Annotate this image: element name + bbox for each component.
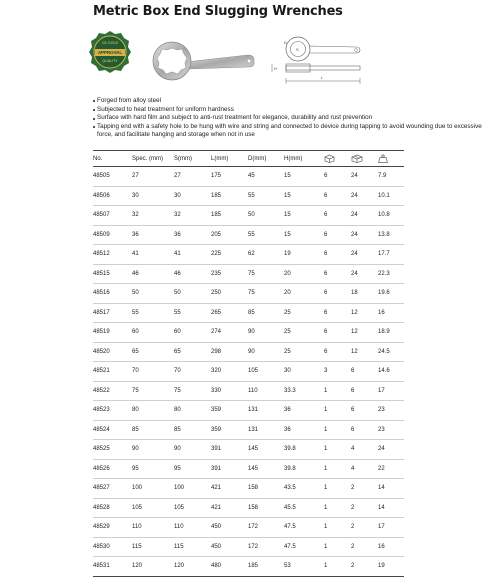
cell-weight: 17	[378, 381, 404, 401]
cell-l: 391	[211, 459, 248, 479]
badge-bottom-text: QUALITY	[102, 59, 118, 63]
cell-h: 36	[284, 401, 324, 421]
table-row	[93, 557, 404, 577]
cell-s: 85	[174, 420, 211, 440]
cell-pack: 4	[351, 459, 378, 479]
cell-weight: 16	[378, 303, 404, 323]
table-row	[93, 303, 404, 323]
table-row	[93, 381, 404, 401]
cell-box: 3	[324, 362, 351, 382]
cell-h: 20	[284, 284, 324, 304]
dim-d-label: D	[284, 40, 287, 45]
cell-weight: 16	[378, 537, 404, 557]
cell-weight: 14.6	[378, 362, 404, 382]
cell-spec: 55	[132, 303, 174, 323]
cell-s: 27	[174, 167, 211, 187]
cell-spec: 105	[132, 498, 174, 518]
page-title: Metric Box End Slugging Wrenches	[93, 4, 343, 19]
cell-d: 110	[248, 381, 284, 401]
col-header-l: L(mm)	[211, 151, 248, 167]
cell-weight: 24	[378, 440, 404, 460]
cell-spec: 41	[132, 245, 174, 265]
cell-spec: 115	[132, 537, 174, 557]
cell-d: 62	[248, 245, 284, 265]
cell-h: 25	[284, 303, 324, 323]
cell-s: 41	[174, 245, 211, 265]
spec-table-body	[93, 167, 404, 577]
cell-box: 1	[324, 440, 351, 460]
cell-weight: 22.3	[378, 264, 404, 284]
cell-spec: 60	[132, 323, 174, 343]
cell-box: 6	[324, 206, 351, 226]
cell-spec: 27	[132, 167, 174, 187]
cell-s: 110	[174, 518, 211, 538]
col-header-spec: Spec. (mm)	[132, 151, 174, 167]
cell-d: 145	[248, 459, 284, 479]
table-row	[93, 264, 404, 284]
weight-icon	[378, 154, 388, 163]
cell-weight: 24.5	[378, 342, 404, 362]
cell-weight: 10.1	[378, 186, 404, 206]
cell-d: 172	[248, 518, 284, 538]
cell-box: 1	[324, 518, 351, 538]
cell-s: 46	[174, 264, 211, 284]
cell-weight: 7.9	[378, 167, 404, 187]
table-row	[93, 362, 404, 382]
dim-l-label: L	[321, 75, 324, 80]
cell-l: 250	[211, 284, 248, 304]
cell-box: 6	[324, 284, 351, 304]
cell-d: 158	[248, 479, 284, 499]
cell-spec: 50	[132, 284, 174, 304]
cell-h: 15	[284, 206, 324, 226]
cell-weight: 19	[378, 557, 404, 577]
cell-h: 15	[284, 225, 324, 245]
cell-spec: 46	[132, 264, 174, 284]
cell-no: 48521	[93, 362, 132, 382]
cell-l: 480	[211, 557, 248, 577]
col-header-weight	[378, 151, 404, 167]
cell-pack: 24	[351, 167, 378, 187]
cell-l: 298	[211, 342, 248, 362]
cell-no: 48520	[93, 342, 132, 362]
cell-no: 48524	[93, 420, 132, 440]
cell-pack: 6	[351, 420, 378, 440]
cell-l: 421	[211, 498, 248, 518]
cell-s: 120	[174, 557, 211, 577]
table-row	[93, 245, 404, 265]
cell-no: 48507	[93, 206, 132, 226]
col-header-d: D(mm)	[248, 151, 284, 167]
cell-no: 48527	[93, 479, 132, 499]
table-header-row	[93, 151, 404, 167]
cell-l: 205	[211, 225, 248, 245]
col-header-s: S(mm)	[174, 151, 211, 167]
cell-weight: 23	[378, 420, 404, 440]
cell-no: 48526	[93, 459, 132, 479]
cell-d: 145	[248, 440, 284, 460]
table-row	[93, 342, 404, 362]
feature-list	[93, 97, 493, 140]
cell-pack: 24	[351, 206, 378, 226]
cell-box: 1	[324, 479, 351, 499]
cell-no: 48505	[93, 167, 132, 187]
cell-s: 90	[174, 440, 211, 460]
cell-h: 15	[284, 186, 324, 206]
col-header-no: No.	[93, 151, 132, 167]
cell-s: 60	[174, 323, 211, 343]
cell-l: 421	[211, 479, 248, 499]
cell-box: 6	[324, 245, 351, 265]
dim-s-label: S	[296, 47, 299, 52]
table-row	[93, 401, 404, 421]
cell-pack: 4	[351, 440, 378, 460]
dim-h-label: H	[274, 66, 277, 71]
cell-h: 15	[284, 167, 324, 187]
cell-l: 265	[211, 303, 248, 323]
cell-spec: 90	[132, 440, 174, 460]
cell-d: 45	[248, 167, 284, 187]
cell-no: 48530	[93, 537, 132, 557]
table-row	[93, 479, 404, 499]
table-row	[93, 323, 404, 343]
cell-no: 48512	[93, 245, 132, 265]
cell-no: 48517	[93, 303, 132, 323]
quality-badge-icon	[88, 30, 132, 74]
cell-weight: 13.8	[378, 225, 404, 245]
cell-box: 6	[324, 303, 351, 323]
cell-box: 1	[324, 537, 351, 557]
cell-d: 55	[248, 186, 284, 206]
cell-d: 90	[248, 342, 284, 362]
cell-no: 48506	[93, 186, 132, 206]
cell-pack: 24	[351, 245, 378, 265]
cell-s: 32	[174, 206, 211, 226]
wrench-photo-icon	[150, 36, 260, 86]
cell-box: 6	[324, 225, 351, 245]
table-row	[93, 206, 404, 226]
cell-spec: 65	[132, 342, 174, 362]
table-row	[93, 186, 404, 206]
cell-s: 36	[174, 225, 211, 245]
cell-no: 48529	[93, 518, 132, 538]
cell-l: 235	[211, 264, 248, 284]
feature-item: Subjected to heat treatment for uniform hardness	[93, 106, 493, 115]
table-row	[93, 498, 404, 518]
cell-weight: 18.9	[378, 323, 404, 343]
feature-item: Surface with hard film and subject to anti-rust treatment for elegance, durability and rust prevention	[93, 114, 493, 123]
cell-pack: 2	[351, 498, 378, 518]
cell-spec: 30	[132, 186, 174, 206]
cell-d: 75	[248, 284, 284, 304]
cell-d: 185	[248, 557, 284, 577]
cell-l: 185	[211, 206, 248, 226]
cell-weight: 14	[378, 479, 404, 499]
cell-s: 80	[174, 401, 211, 421]
badge-top-text: CE.GOLD	[101, 41, 119, 45]
cell-pack: 2	[351, 479, 378, 499]
table-row	[93, 225, 404, 245]
cell-h: 47.5	[284, 537, 324, 557]
cell-s: 95	[174, 459, 211, 479]
cell-no: 48519	[93, 323, 132, 343]
cell-box: 1	[324, 498, 351, 518]
cell-h: 43.5	[284, 479, 324, 499]
spec-table	[93, 150, 404, 577]
cell-h: 25	[284, 342, 324, 362]
cell-weight: 17.7	[378, 245, 404, 265]
cell-h: 36	[284, 420, 324, 440]
feature-item: Tapping end with a safety hole to be hung with wire and string and connected to device during tapping to avoid wounding due to excessive force, and facilitate hanging and storage when not in use	[93, 123, 493, 140]
cell-no: 48531	[93, 557, 132, 577]
cell-s: 100	[174, 479, 211, 499]
cell-d: 55	[248, 225, 284, 245]
cell-box: 1	[324, 401, 351, 421]
cell-l: 450	[211, 537, 248, 557]
cell-h: 25	[284, 323, 324, 343]
table-row	[93, 537, 404, 557]
cell-h: 39.8	[284, 459, 324, 479]
table-row	[93, 459, 404, 479]
cell-spec: 100	[132, 479, 174, 499]
cell-d: 131	[248, 401, 284, 421]
cell-pack: 2	[351, 518, 378, 538]
col-header-h: H(mm)	[284, 151, 324, 167]
cell-box: 6	[324, 264, 351, 284]
cell-d: 158	[248, 498, 284, 518]
cell-box: 6	[324, 167, 351, 187]
cell-weight: 23	[378, 401, 404, 421]
cell-pack: 6	[351, 401, 378, 421]
cell-spec: 110	[132, 518, 174, 538]
cell-s: 30	[174, 186, 211, 206]
cell-s: 70	[174, 362, 211, 382]
cell-l: 320	[211, 362, 248, 382]
cell-s: 105	[174, 498, 211, 518]
cell-pack: 24	[351, 264, 378, 284]
cell-box: 1	[324, 557, 351, 577]
cell-spec: 70	[132, 362, 174, 382]
cell-l: 359	[211, 420, 248, 440]
cell-h: 39.8	[284, 440, 324, 460]
cell-spec: 120	[132, 557, 174, 577]
cell-s: 115	[174, 537, 211, 557]
cell-h: 20	[284, 264, 324, 284]
cell-d: 90	[248, 323, 284, 343]
cell-pack: 6	[351, 362, 378, 382]
col-header-pack	[351, 151, 378, 167]
cell-box: 6	[324, 186, 351, 206]
cell-weight: 14	[378, 498, 404, 518]
cell-d: 105	[248, 362, 284, 382]
cell-h: 33.3	[284, 381, 324, 401]
cell-weight: 22	[378, 459, 404, 479]
feature-item: Forged from alloy steel	[93, 97, 493, 106]
cell-box: 6	[324, 342, 351, 362]
cell-no: 48515	[93, 264, 132, 284]
cell-h: 45.5	[284, 498, 324, 518]
cell-d: 50	[248, 206, 284, 226]
cell-d: 85	[248, 303, 284, 323]
cell-pack: 18	[351, 284, 378, 304]
cell-no: 48509	[93, 225, 132, 245]
cell-no: 48516	[93, 284, 132, 304]
cell-s: 65	[174, 342, 211, 362]
cell-h: 53	[284, 557, 324, 577]
table-row	[93, 440, 404, 460]
cell-spec: 85	[132, 420, 174, 440]
cell-no: 48528	[93, 498, 132, 518]
cell-box: 1	[324, 420, 351, 440]
cell-l: 185	[211, 186, 248, 206]
cell-spec: 80	[132, 401, 174, 421]
cell-box: 6	[324, 323, 351, 343]
cell-pack: 12	[351, 342, 378, 362]
cell-s: 50	[174, 284, 211, 304]
box-icon	[324, 154, 335, 163]
cell-spec: 75	[132, 381, 174, 401]
badge-middle-text: APPROVAL	[97, 50, 123, 56]
cell-weight: 17	[378, 518, 404, 538]
cell-d: 131	[248, 420, 284, 440]
cell-weight: 10.8	[378, 206, 404, 226]
table-row	[93, 284, 404, 304]
wrench-dimension-diagram	[268, 36, 368, 92]
cell-l: 225	[211, 245, 248, 265]
cell-l: 175	[211, 167, 248, 187]
col-header-box	[324, 151, 351, 167]
cell-d: 172	[248, 537, 284, 557]
cell-box: 1	[324, 381, 351, 401]
cell-s: 75	[174, 381, 211, 401]
cell-spec: 32	[132, 206, 174, 226]
cell-weight: 19.6	[378, 284, 404, 304]
cell-pack: 12	[351, 303, 378, 323]
table-row	[93, 420, 404, 440]
cell-h: 47.5	[284, 518, 324, 538]
table-row	[93, 167, 404, 187]
cell-l: 274	[211, 323, 248, 343]
cell-spec: 36	[132, 225, 174, 245]
cell-box: 1	[324, 459, 351, 479]
cell-pack: 12	[351, 323, 378, 343]
table-row	[93, 518, 404, 538]
pack-icon	[351, 154, 363, 163]
cell-pack: 24	[351, 186, 378, 206]
cell-pack: 6	[351, 381, 378, 401]
cell-spec: 95	[132, 459, 174, 479]
cell-no: 48522	[93, 381, 132, 401]
cell-l: 330	[211, 381, 248, 401]
cell-no: 48525	[93, 440, 132, 460]
cell-s: 55	[174, 303, 211, 323]
cell-h: 19	[284, 245, 324, 265]
cell-d: 75	[248, 264, 284, 284]
cell-pack: 2	[351, 537, 378, 557]
cell-no: 48523	[93, 401, 132, 421]
cell-h: 30	[284, 362, 324, 382]
cell-l: 391	[211, 440, 248, 460]
cell-l: 450	[211, 518, 248, 538]
cell-pack: 2	[351, 557, 378, 577]
cell-pack: 24	[351, 225, 378, 245]
cell-l: 359	[211, 401, 248, 421]
